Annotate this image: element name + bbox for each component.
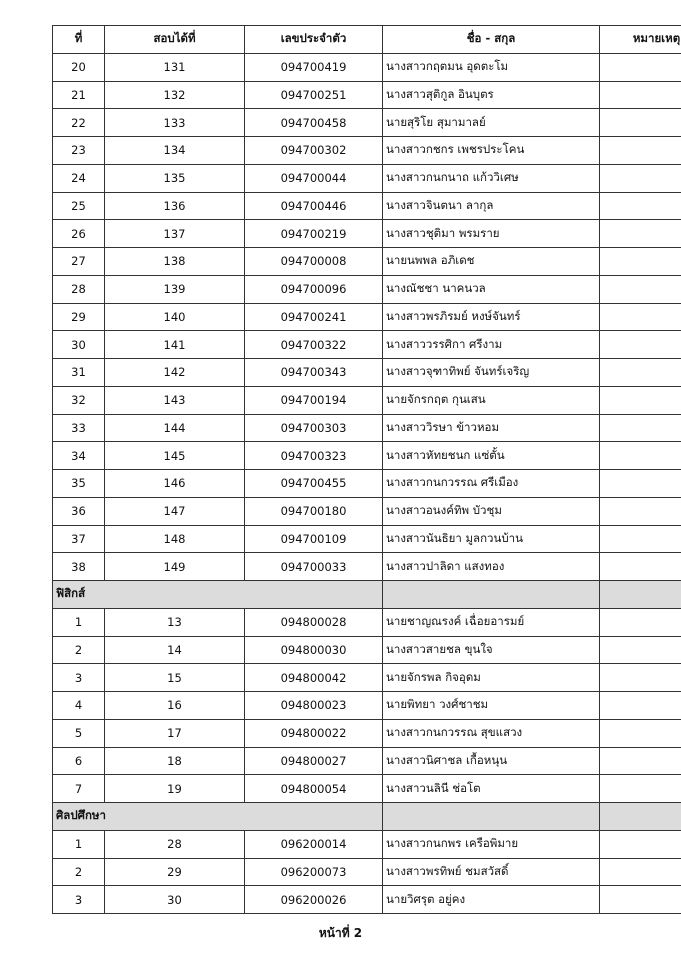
row-seat: 14 [105,636,245,664]
row-remark [600,775,681,803]
row-name: นางสาวพรทิพย์ ชมสวัสดิ์ [383,858,600,886]
table-row [53,81,681,109]
row-name: นางสาวหัทยชนก แซ่ตั้น [383,442,600,470]
row-remark [600,414,681,442]
row-no: 35 [53,470,105,498]
header-no: ที่ [53,26,105,54]
row-no: 2 [53,636,105,664]
row-name: นายวิศรุต อยู่คง [383,886,600,914]
section-title: ฟิสิกส์ [53,581,383,609]
row-remark [600,386,681,414]
row-remark [600,331,681,359]
row-no: 37 [53,525,105,553]
row-id: 096200026 [245,886,383,914]
table-row [53,137,681,165]
section-remark-cell [600,803,681,831]
row-seat: 18 [105,747,245,775]
row-remark [600,248,681,276]
row-id: 094700323 [245,442,383,470]
row-remark [600,747,681,775]
table-row [53,164,681,192]
row-remark [600,53,681,81]
row-remark [600,470,681,498]
row-id: 094700241 [245,303,383,331]
row-name: นายจักรพล กิจอุดม [383,664,600,692]
row-id: 094700219 [245,220,383,248]
row-remark [600,692,681,720]
row-remark [600,858,681,886]
table-row [53,719,681,747]
row-name: นางสาวนลินี ช่อโต [383,775,600,803]
table-row [53,553,681,581]
row-remark [600,192,681,220]
table-row [53,248,681,276]
row-seat: 134 [105,137,245,165]
row-id: 094800030 [245,636,383,664]
section-title: ศิลปศึกษา [53,803,383,831]
row-id: 094700446 [245,192,383,220]
row-id: 094700033 [245,553,383,581]
row-remark [600,525,681,553]
row-id: 094700194 [245,386,383,414]
row-name: นางสาวกนกวรรณ สุขแสวง [383,719,600,747]
row-name: นางสาวกฤตมน อุดตะโม [383,53,600,81]
row-id: 094700302 [245,137,383,165]
row-name: นางสาวพรภิรมย์ หงษ์จันทร์ [383,303,600,331]
row-no: 30 [53,331,105,359]
row-name: นางสาวสายชล ขุนใจ [383,636,600,664]
row-seat: 28 [105,830,245,858]
table-row [53,414,681,442]
row-seat: 138 [105,248,245,276]
row-name: นางสาวจินตนา ลากุล [383,192,600,220]
row-name: นายสุริโย สุมามาลย์ [383,109,600,137]
row-name: นางสาวนันธิยา มูลกวนบ้าน [383,525,600,553]
row-id: 094800028 [245,608,383,636]
table-row [53,275,681,303]
row-no: 7 [53,775,105,803]
row-id: 094700455 [245,470,383,498]
row-seat: 131 [105,53,245,81]
row-name: นางสาวกนกนาถ แก้ววิเศษ [383,164,600,192]
table-row [53,303,681,331]
row-remark [600,275,681,303]
row-seat: 13 [105,608,245,636]
table-body [53,53,681,913]
row-no: 1 [53,830,105,858]
row-no: 23 [53,137,105,165]
row-id: 096200014 [245,830,383,858]
row-id: 094800022 [245,719,383,747]
row-no: 28 [53,275,105,303]
row-seat: 143 [105,386,245,414]
table-row [53,747,681,775]
row-id: 094700251 [245,81,383,109]
table-row [53,664,681,692]
row-id: 094700303 [245,414,383,442]
table-row [53,497,681,525]
row-remark [600,497,681,525]
row-remark [600,830,681,858]
row-no: 24 [53,164,105,192]
table-row [53,109,681,137]
row-id: 094700322 [245,331,383,359]
row-name: นางสาวกชกร เพชรประโคน [383,137,600,165]
row-id: 094700096 [245,275,383,303]
row-remark [600,553,681,581]
row-seat: 17 [105,719,245,747]
row-name: นางสาวกนกพร เครือพิมาย [383,830,600,858]
row-name: นางสาววิรษา ข้าวหอม [383,414,600,442]
row-no: 1 [53,608,105,636]
table-row [53,886,681,914]
page-number: หน้าที่ 2 [318,926,363,940]
row-remark [600,359,681,387]
row-seat: 29 [105,858,245,886]
row-no: 36 [53,497,105,525]
row-id: 094700180 [245,497,383,525]
row-id: 094700044 [245,164,383,192]
section-name-cell [383,803,600,831]
row-remark [600,81,681,109]
header-seat: สอบได้ที่ [105,26,245,54]
row-name: นายพิทยา วงศ์ชาชม [383,692,600,720]
row-seat: 16 [105,692,245,720]
row-seat: 148 [105,525,245,553]
row-name: นางสาวสุติกูล อินบุตร [383,81,600,109]
row-name: นายจักรกฤต กุนเสน [383,386,600,414]
row-id: 094800023 [245,692,383,720]
row-seat: 141 [105,331,245,359]
row-id: 096200073 [245,858,383,886]
row-remark [600,137,681,165]
row-no: 34 [53,442,105,470]
row-remark [600,303,681,331]
row-no: 21 [53,81,105,109]
row-seat: 144 [105,414,245,442]
row-seat: 137 [105,220,245,248]
row-seat: 139 [105,275,245,303]
row-remark [600,220,681,248]
row-name: นายชาญณรงค์ เฉื่อยอารมย์ [383,608,600,636]
section-row [53,803,681,831]
row-seat: 133 [105,109,245,137]
row-name: นางสาวจุฑาทิพย์ จันทร์เจริญ [383,359,600,387]
row-remark [600,442,681,470]
row-seat: 145 [105,442,245,470]
row-remark [600,886,681,914]
table-row [53,220,681,248]
row-remark [600,608,681,636]
row-remark [600,164,681,192]
table-row [53,331,681,359]
table-row [53,470,681,498]
row-seat: 140 [105,303,245,331]
row-id: 094700458 [245,109,383,137]
row-no: 32 [53,386,105,414]
table-row [53,53,681,81]
row-no: 2 [53,858,105,886]
table-row [53,692,681,720]
row-name: นายนพพล อภิเดช [383,248,600,276]
row-seat: 19 [105,775,245,803]
row-seat: 147 [105,497,245,525]
header-name: ชื่อ - สกุล [383,26,600,54]
row-seat: 136 [105,192,245,220]
header-remark: หมายเหตุ [600,26,681,54]
row-name: นางสาวชุติมา พรมราย [383,220,600,248]
row-id: 094700008 [245,248,383,276]
row-no: 27 [53,248,105,276]
row-seat: 135 [105,164,245,192]
header-id: เลขประจำตัว [245,26,383,54]
row-no: 5 [53,719,105,747]
row-no: 20 [53,53,105,81]
header-row [53,26,681,54]
table-row [53,525,681,553]
row-name: นางสาวปาลิดา แสงทอง [383,553,600,581]
row-name: นางณัชชา นาคนวล [383,275,600,303]
table-row [53,636,681,664]
row-seat: 146 [105,470,245,498]
row-name: นางสาวกนกวรรณ ศรีเมือง [383,470,600,498]
row-no: 3 [53,664,105,692]
table-row [53,608,681,636]
table-row [53,359,681,387]
row-seat: 149 [105,553,245,581]
section-remark-cell [600,581,681,609]
row-no: 26 [53,220,105,248]
row-no: 31 [53,359,105,387]
row-id: 094700109 [245,525,383,553]
row-no: 33 [53,414,105,442]
table-row [53,775,681,803]
table-row [53,386,681,414]
row-no: 29 [53,303,105,331]
table-row [53,830,681,858]
section-row [53,581,681,609]
row-remark [600,636,681,664]
results-table [52,25,681,914]
row-no: 22 [53,109,105,137]
table-row [53,192,681,220]
row-name: นางสาวอนงค์ทิพ บัวชุม [383,497,600,525]
row-remark [600,719,681,747]
row-seat: 142 [105,359,245,387]
table-row [53,442,681,470]
row-id: 094800054 [245,775,383,803]
row-seat: 30 [105,886,245,914]
row-remark [600,109,681,137]
row-name: นางสาววรรศิกา ศรีงาม [383,331,600,359]
row-no: 4 [53,692,105,720]
row-id: 094800042 [245,664,383,692]
row-id: 094800027 [245,747,383,775]
row-no: 6 [53,747,105,775]
row-no: 3 [53,886,105,914]
row-seat: 132 [105,81,245,109]
row-id: 094700343 [245,359,383,387]
row-seat: 15 [105,664,245,692]
section-name-cell [383,581,600,609]
row-no: 38 [53,553,105,581]
row-id: 094700419 [245,53,383,81]
table-row [53,858,681,886]
row-remark [600,664,681,692]
row-no: 25 [53,192,105,220]
row-name: นางสาวนิศาชล เกื้อหนุน [383,747,600,775]
